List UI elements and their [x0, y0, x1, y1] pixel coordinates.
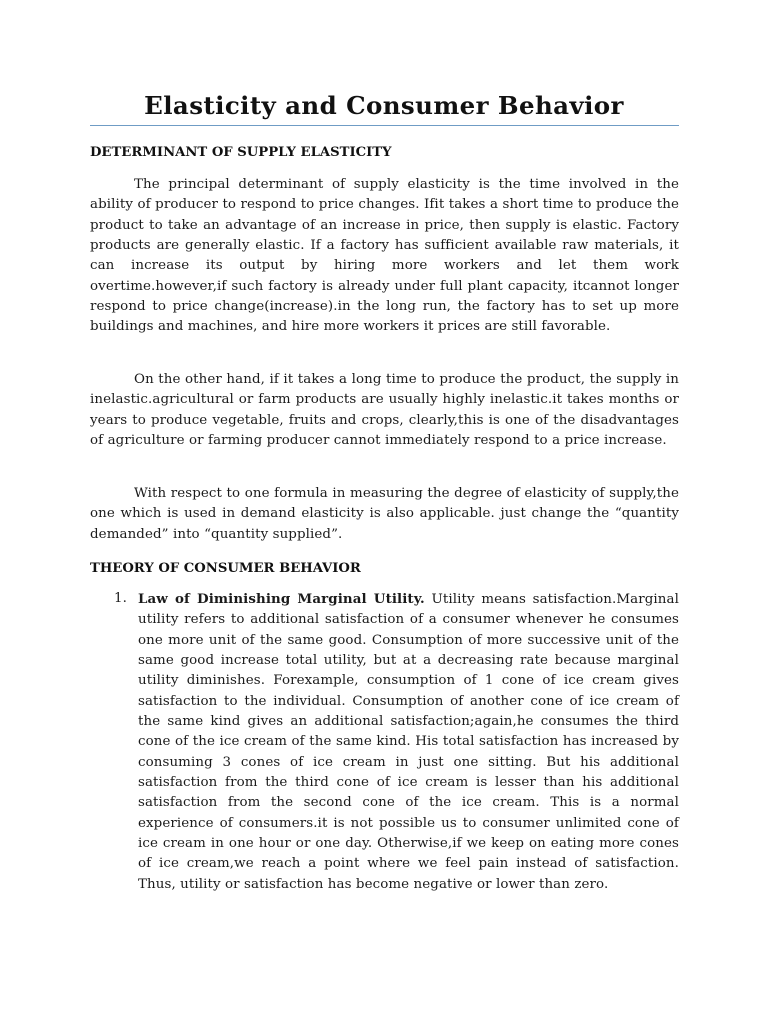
title-divider [90, 125, 679, 126]
list-item-text: Utility means satisfaction.Marginal utility refers to additional satisfaction of a consumer whenever he consumes one more unit of the same good. Consumption of more successive unit of the same good increase total utility, but at a decreasing rate because marginal utility diminishes. Forexample, consumption of 1 cone of ice cream gives satisfaction to the individual. Consumption of another cone of ice cream of the same kind gives an additional satisfaction;again,he consumes the third cone of the ice cream of the same kind. His total satisfaction has increased by consuming 3 cones of ice cream in just one sitting. But his additional satisfaction from the third cone of ice cream is lesser than his additional satisfaction from the second cone of the ice cream. This is a normal experience of consumers.it is not possible us to consumer unlimited cone of ice cream in one hour or one day. Otherwise,if we keep on eating more cones of ice cream,we reach a point where we feel pain instead of satisfaction. Thus, utility or satisfaction has become negative or lower than zero. [138, 592, 679, 892]
paragraph [90, 175, 679, 338]
list-item-term: Law of Diminishing Marginal Utility. [138, 591, 425, 607]
page-title: Elasticity and Consumer Behavior [144, 91, 624, 120]
paragraph-text: On the other hand, if it takes a long time to produce the product, the supply in inelastic.agricultural or farm products are usually highly inelastic.it takes months or years to produce vegetable, fruits and crops, clearly,this is one of the disadvantages of agriculture or farming producer cannot immediately respond to a price increase. [90, 372, 679, 449]
numbered-list [90, 589, 679, 895]
list-item [90, 589, 679, 895]
section-heading-supply-elasticity: DETERMINANT OF SUPPLY ELASTICITY [90, 145, 392, 160]
section-heading-consumer-behavior: THEORY OF CONSUMER BEHAVIOR [90, 561, 361, 576]
list-number: 1. [114, 591, 127, 606]
paragraph [90, 370, 679, 451]
paragraph-text: With respect to one formula in measuring the degree of elasticity of supply,the one which is used in demand elasticity is also applicable. just change the “quantity demanded” into “quantity supplied”. [90, 486, 679, 542]
paragraph [90, 484, 679, 545]
list-item-body [138, 589, 679, 895]
paragraph-text: The principal determinant of supply elasticity is the time involved in the ability of producer to respond to price changes. Ifit takes a short time to produce the product to take an advantage of an increase in price, then supply is elastic. Factory products are generally elastic. If a factory has sufficient available raw materials, it can increase its output by hiring more workers and let them work overtime.however,if such factory is already under full plant capacity, itcannot longer respond to price change(increase).in the long run, the factory has to set up more buildings and machines, and hire more workers it prices are still favorable. [90, 177, 679, 335]
